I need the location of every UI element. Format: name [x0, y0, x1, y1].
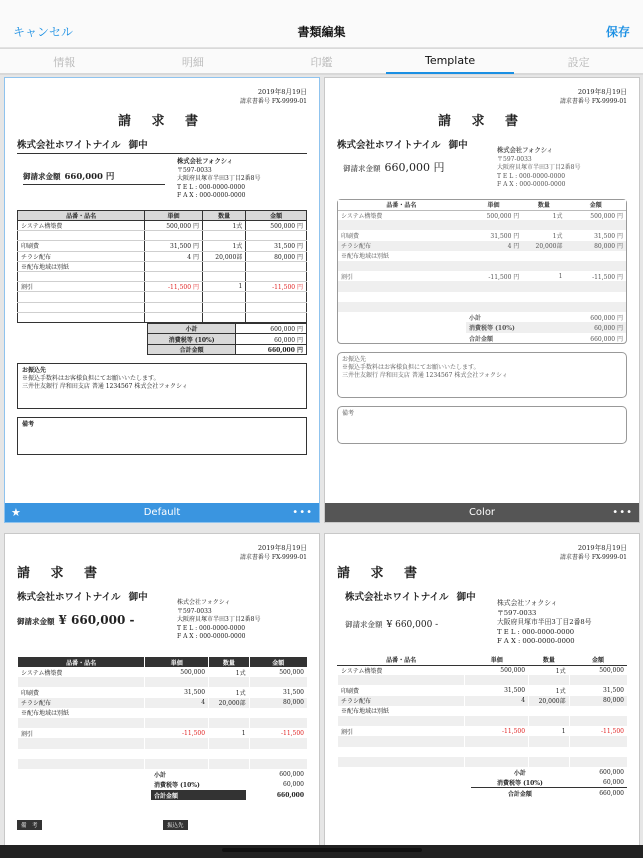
table-row	[18, 221, 307, 231]
template-footer[interactable]	[5, 503, 319, 522]
client-name: 株式会社ホワイトナイル 御中	[17, 592, 148, 603]
table-cell	[338, 220, 465, 230]
invoice-number: 請求書番号 FX-9999-01	[559, 554, 627, 561]
table-cell: 80,000	[249, 698, 307, 708]
table-row	[338, 685, 628, 695]
table-cell: 500,000 円	[590, 212, 623, 220]
tab-seal[interactable]: 印鑑	[310, 56, 333, 69]
amount-due: 御請求金額 660,000 円	[343, 161, 445, 174]
table-cell	[529, 716, 570, 726]
invoice-number: 請求書番号 FX-9999-01	[559, 98, 627, 105]
items-table: 品番・品名 単価 数量 金額 システム構築費 500,000 1式 500,000 印刷費 31,500 1式 31,500 チラシ配布 4 20,000部 80,000 ※配布地域は別紙 割引 -11,500 1 -11,500	[17, 657, 307, 769]
table-cell: 4	[145, 698, 209, 708]
issuer-info: 株式会社フォクシィ 〒597-0033 大阪府貝塚市半田3丁目2番8号 T E L : 000-0000-0000 F A X : 000-0000-0000	[177, 599, 261, 640]
table-cell	[465, 261, 523, 271]
client-name: 株式会社ホワイトナイル 御中	[337, 140, 468, 151]
table-cell: 80,000 円	[246, 251, 307, 261]
table-row	[18, 687, 308, 697]
table-cell	[145, 261, 203, 271]
invoice-date: 2019年8月19日	[257, 88, 307, 96]
table-cell	[145, 708, 209, 718]
table-cell: チラシ配布	[18, 251, 145, 261]
table-row	[338, 230, 626, 240]
table-cell	[145, 677, 209, 687]
table-cell	[249, 677, 307, 687]
table-cell: -11,500 円	[592, 273, 623, 281]
table-cell: 1式	[529, 685, 570, 695]
table-cell	[209, 708, 250, 718]
table-cell: 印刷費	[341, 232, 360, 240]
items-table: 品番・品名 単価 数量 金額 システム構築費 500,000 円 1式 500,000 円 印刷費 31,500 円 1式 31,500 円 チラシ配布 4 円 20,000部 80,000 円 ※配布地域は別紙 割引 -11,500 円 1 -11,500 円	[338, 200, 626, 312]
amount-due: 御請求金額 ¥ 660,000 -	[345, 620, 439, 630]
table-cell: 500,000 円	[145, 221, 203, 231]
table-cell: 1式	[529, 665, 570, 675]
client-name: 株式会社ホワイトナイル 御中	[345, 592, 476, 603]
table-row	[338, 241, 626, 251]
items-table: 品番・品名 単価 数量 金額 システム構築費 500,000 1式 500,000 印刷費 31,500 1式 31,500 チラシ配布 4 20,000部 80,000 ※配布地域は別紙 割引 -11,500 1 -11,500	[337, 655, 627, 767]
page-title: 書類編集	[297, 25, 346, 39]
table-cell	[465, 675, 529, 685]
table-cell: 500,000	[145, 667, 209, 677]
table-cell: 31,500	[249, 687, 307, 697]
template-default-card[interactable]	[4, 77, 320, 523]
bank-info-box: お振込先 ※振込手数料はお客様負担にてお願いいたします。 三井住友銀行 岸和田支店 普通 1234567 株式会社フォクシィ	[17, 363, 307, 409]
invoice-preview	[337, 88, 627, 444]
cancel-button[interactable]: キャンセル	[13, 25, 74, 39]
table-cell: 1式	[552, 212, 563, 220]
table-row	[338, 706, 628, 716]
table-cell: -11,500	[249, 728, 307, 738]
table-cell	[202, 231, 245, 241]
table-cell: 31,500 円	[594, 232, 623, 240]
table-cell: 20,000部	[209, 698, 250, 708]
table-cell: 20,000部	[202, 251, 245, 261]
table-row	[18, 271, 307, 281]
table-cell: 500,000	[249, 667, 307, 677]
template-name: Default	[143, 507, 181, 518]
table-row-empty	[338, 757, 628, 767]
table-row-empty	[338, 302, 626, 312]
table-cell: -11,500	[145, 728, 209, 738]
save-button[interactable]: 保存	[605, 25, 630, 39]
tab-template[interactable]: Template	[386, 49, 515, 73]
invoice-number: 請求書番号 FX-9999-01	[239, 554, 307, 561]
table-row	[18, 698, 308, 708]
table-cell	[569, 716, 627, 726]
table-cell: 31,500 円	[246, 241, 307, 251]
table-row	[18, 261, 307, 271]
table-row	[338, 665, 628, 675]
table-row-empty	[18, 759, 308, 769]
invoice-title: 請 求 書	[117, 114, 207, 129]
table-cell	[522, 251, 565, 261]
table-cell: ※配布地域は別紙	[18, 261, 145, 271]
table-cell	[145, 718, 209, 728]
table-cell	[202, 271, 245, 281]
table-cell	[338, 675, 465, 685]
table-cell: 31,500 円	[490, 232, 520, 240]
table-row-empty	[18, 312, 307, 322]
table-cell	[566, 220, 627, 230]
table-cell: 1	[558, 272, 563, 280]
table-row-empty	[18, 292, 307, 302]
table-cell	[249, 718, 307, 728]
invoice-number: 請求書番号 FX-9999-01	[239, 98, 307, 105]
table-cell: -11,500	[569, 726, 627, 736]
table-row	[338, 675, 628, 685]
table-cell: ※配布地域は別紙	[338, 706, 465, 716]
table-row-empty	[338, 281, 626, 291]
table-row	[338, 726, 628, 736]
table-cell: システム構築費	[18, 667, 145, 677]
table-cell: -11,500 円	[246, 282, 307, 292]
table-cell: ※配布地域は別紙	[18, 708, 145, 718]
table-row	[338, 261, 626, 271]
table-cell	[566, 261, 627, 271]
table-cell	[209, 718, 250, 728]
table-cell	[246, 231, 307, 241]
table-cell: 割引	[341, 273, 354, 281]
table-cell	[145, 231, 203, 241]
table-cell	[145, 271, 203, 281]
table-cell: -11,500 円	[488, 273, 520, 281]
bank-info-box: お振込先 ※振込手数料はお客様負担にてお願いいたします。 三井住友銀行 岸和田支店 普通 1234567 株式会社フォクシィ	[337, 352, 627, 398]
table-cell: 80,000	[569, 696, 627, 706]
star-icon: ★	[11, 506, 21, 519]
table-row	[338, 210, 626, 220]
invoice-title: 請 求 書	[337, 566, 426, 581]
remarks-box: 備考	[17, 417, 307, 455]
issuer-info: 株式会社フォクシィ 〒597-0033 大阪府貝塚市半田3丁目2番8号 T E L : 000-0000-0000 F A X : 000-0000-0000	[177, 158, 261, 199]
tab-settings[interactable]: 設定	[567, 56, 590, 69]
segmented-tabs	[0, 49, 643, 74]
tab-info[interactable]: 情報	[53, 56, 76, 69]
totals-table: 小計 600,000 円 消費税等 (10%) 60,000 円 合計金額 660,000 円	[466, 312, 626, 344]
table-cell: 31,500 円	[145, 241, 203, 251]
table-cell: 印刷費	[18, 241, 145, 251]
table-cell: 31,500	[465, 685, 529, 695]
table-cell: 1	[202, 282, 245, 292]
table-cell	[209, 677, 250, 687]
table-cell: 4	[465, 696, 529, 706]
table-cell: 4 円	[145, 251, 203, 261]
items-table-frame	[337, 199, 627, 344]
table-row	[18, 667, 308, 677]
table-cell: 印刷費	[18, 687, 145, 697]
totals-table: 小計 600,000 消費税等 (10%) 60,000 合計金額 660,000	[151, 769, 307, 801]
table-row-empty	[18, 738, 308, 748]
table-cell	[246, 261, 307, 271]
invoice-preview	[17, 544, 307, 830]
table-cell	[465, 706, 529, 716]
template-dark-card[interactable]	[4, 533, 320, 858]
issuer-info: 株式会社フォクシィ 〒597-0033 大阪府貝塚市半田3丁目2番8号 T E L : 000-0000-0000 F A X : 000-0000-0000	[497, 147, 581, 188]
table-cell: 500,000	[569, 665, 627, 675]
remarks-tag: 備 考	[17, 820, 42, 830]
table-row	[18, 241, 307, 251]
table-cell: システム構築費	[18, 221, 145, 231]
remarks-box: 備考	[337, 406, 627, 444]
table-row	[338, 220, 626, 230]
template-name: Color	[468, 507, 496, 518]
table-row-empty	[338, 747, 628, 757]
invoice-preview	[337, 544, 627, 798]
table-cell: 20,000部	[522, 241, 565, 251]
table-row	[338, 716, 628, 726]
invoice-preview	[17, 88, 307, 455]
template-light-card[interactable]	[324, 533, 640, 858]
table-row	[338, 696, 628, 706]
issuer-info: 株式会社フォクシィ 〒597-0033 大阪府貝塚市半田3丁目2番8号 T E L : 000-0000-0000 F A X : 000-0000-0000	[497, 599, 592, 645]
table-cell: チラシ配布	[18, 698, 145, 708]
table-cell	[529, 675, 570, 685]
table-cell: 4 円	[465, 241, 523, 251]
table-cell: 1式	[202, 221, 245, 231]
table-row-empty	[18, 749, 308, 759]
table-cell: 割引	[18, 728, 145, 738]
table-cell: 1	[209, 728, 250, 738]
table-cell	[202, 261, 245, 271]
table-cell: 31,500	[569, 685, 627, 695]
table-row-empty	[338, 292, 626, 302]
table-row	[18, 677, 308, 687]
template-grid	[0, 75, 643, 858]
table-cell: 31,500	[145, 687, 209, 697]
table-cell	[465, 251, 523, 261]
table-row	[18, 282, 307, 292]
table-cell	[249, 708, 307, 718]
table-row	[18, 231, 307, 241]
more-icon[interactable]: •••	[612, 507, 633, 518]
client-name: 株式会社ホワイトナイル 御中	[17, 137, 307, 154]
table-cell: 割引	[338, 726, 465, 736]
table-cell: 20,000部	[529, 696, 570, 706]
table-cell	[465, 716, 529, 726]
table-cell: -11,500	[465, 726, 529, 736]
totals-table: 小計 600,000 円 消費税等 (10%) 60,000 円 合計金額 660,000 円	[147, 323, 307, 356]
invoice-date: 2019年8月19日	[257, 544, 307, 552]
table-row	[338, 271, 626, 281]
table-cell: 1式	[552, 232, 563, 240]
table-cell: 500,000 円	[486, 212, 520, 220]
table-row-empty	[18, 302, 307, 312]
invoice-title: 請 求 書	[17, 566, 106, 581]
table-cell	[18, 677, 145, 687]
table-cell: 1式	[202, 241, 245, 251]
totals-table: 小計 600,000 消費税等 (10%) 60,000 合計金額 660,000	[471, 767, 627, 799]
template-color-card[interactable]	[324, 77, 640, 523]
tab-details[interactable]: 明細	[181, 56, 204, 69]
template-footer[interactable]	[325, 503, 639, 522]
table-cell: チラシ配布	[338, 241, 465, 251]
table-cell: -11,500 円	[145, 282, 203, 292]
table-cell: 500,000 円	[246, 221, 307, 231]
table-cell: 1	[529, 726, 570, 736]
table-row	[338, 251, 626, 261]
table-cell	[18, 718, 145, 728]
table-cell: ※配布地域は別紙	[341, 253, 390, 261]
table-cell	[18, 271, 145, 281]
table-row	[18, 718, 308, 728]
table-cell	[522, 220, 565, 230]
invoice-title: 請 求 書	[437, 114, 527, 129]
table-cell	[569, 675, 627, 685]
table-cell	[338, 716, 465, 726]
bank-tag: 振込先	[163, 820, 188, 830]
table-cell: 80,000 円	[566, 241, 627, 251]
table-cell: 1式	[209, 687, 250, 697]
more-icon[interactable]: •••	[292, 507, 313, 518]
invoice-date: 2019年8月19日	[577, 544, 627, 552]
table-cell	[529, 706, 570, 716]
items-table: 品番・品名 単価 数量 金額 システム構築費 500,000 円 1式 500,000 円 印刷費 31,500 円 1式 31,500 円 チラシ配布 4 円 20,000部 80,000 円 ※配布地域は別紙 割引 -11,500 円 1 -11,500 円	[17, 210, 307, 323]
table-row	[18, 728, 308, 738]
table-cell: システム構築費	[338, 665, 465, 675]
table-cell: 500,000	[465, 665, 529, 675]
navigation-bar	[0, 0, 643, 48]
table-cell	[18, 231, 145, 241]
table-cell	[338, 261, 465, 271]
home-indicator[interactable]	[222, 848, 422, 852]
amount-due: 御請求金額 ¥ 660,000 -	[17, 613, 135, 627]
table-row-empty	[338, 736, 628, 746]
table-cell	[566, 251, 627, 261]
invoice-date: 2019年8月19日	[577, 88, 627, 96]
table-cell	[522, 261, 565, 271]
table-row	[18, 708, 308, 718]
table-cell	[569, 706, 627, 716]
amount-due: 御請求金額 660,000 円	[23, 170, 165, 185]
table-cell: 割引	[18, 282, 145, 292]
table-cell: 1式	[209, 667, 250, 677]
table-cell: チラシ配布	[338, 696, 465, 706]
table-cell	[246, 271, 307, 281]
table-row	[18, 251, 307, 261]
table-cell	[465, 220, 523, 230]
table-cell: システム構築費	[341, 212, 383, 220]
table-cell: 印刷費	[338, 685, 465, 695]
